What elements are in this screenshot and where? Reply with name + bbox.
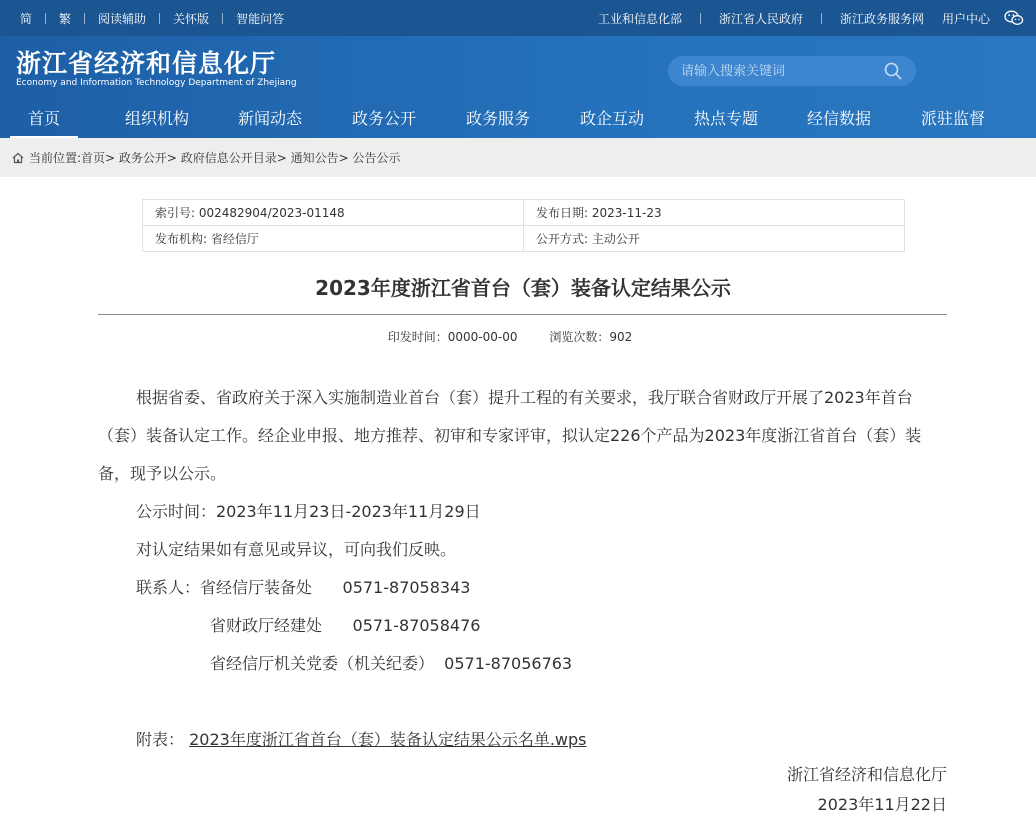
- wechat-icon[interactable]: [1004, 10, 1024, 26]
- search-input[interactable]: [668, 56, 916, 86]
- nav-topics[interactable]: 热点专题: [693, 109, 758, 128]
- miit-link[interactable]: 工业和信息化部: [597, 11, 682, 26]
- view-count: 浏览次数：902: [549, 330, 633, 344]
- top-bar: [0, 0, 1036, 36]
- nav-data[interactable]: 经信数据: [806, 109, 871, 128]
- index-number: 索引号: 002482904/2023-01148: [143, 200, 524, 226]
- divider: [700, 13, 701, 24]
- article-meta-table: [142, 199, 905, 252]
- attachment-label: 附表：: [136, 730, 185, 749]
- spacer: [98, 683, 947, 721]
- divider: [84, 13, 85, 24]
- zj-service-link[interactable]: 浙江政务服务网: [839, 11, 924, 26]
- nav-interaction[interactable]: 政企互动: [579, 109, 644, 128]
- issue-time: 印发时间：0000-00-00: [387, 330, 518, 344]
- zj-gov-link[interactable]: 浙江省人民政府: [718, 11, 803, 26]
- nav-organization[interactable]: 组织机构: [124, 109, 189, 128]
- divider: [159, 13, 160, 24]
- nav-gov-affairs[interactable]: 政务公开: [351, 109, 416, 128]
- user-center-link[interactable]: 用户中心: [941, 11, 990, 26]
- feedback-note: 对认定结果如有意见或异议，可向我们反映。: [136, 540, 457, 559]
- traditional-link[interactable]: 繁: [59, 11, 72, 26]
- site-title[interactable]: 浙江省经济和信息化厅: [16, 49, 277, 78]
- attachment-row: [98, 721, 947, 759]
- publish-date: 发布日期: 2023-11-23: [524, 200, 905, 226]
- title-divider: [98, 314, 947, 315]
- breadcrumb: [0, 138, 1036, 177]
- search-icon[interactable]: [884, 62, 902, 80]
- divider: [45, 13, 46, 24]
- nav-services[interactable]: 政务服务: [465, 109, 530, 128]
- accessibility-link[interactable]: 阅读辅助: [98, 11, 147, 26]
- divider: [222, 13, 223, 24]
- site-title-en: Economy and Information Technology Department of Zhejiang: [16, 78, 297, 88]
- notice-period: 公示时间：2023年11月23日-2023年11月29日: [136, 502, 481, 521]
- disclosure-method: 公开方式: 主动公开: [524, 226, 905, 252]
- article-title: 2023年度浙江省首台（套）装备认定结果公示: [315, 276, 731, 300]
- simplified-link[interactable]: 简: [20, 11, 33, 26]
- main-nav: [0, 102, 1036, 138]
- top-bar-left: [20, 0, 297, 36]
- attachment-link[interactable]: 2023年度浙江省首台（套）装备认定结果公示名单.wps: [189, 730, 587, 749]
- nav-supervision[interactable]: 派驻监督: [920, 109, 985, 128]
- care-version-link[interactable]: 关怀版: [173, 11, 210, 26]
- nav-news[interactable]: 新闻动态: [237, 109, 302, 128]
- body-paragraph: 根据省委、省政府关于深入实施制造业首台（套）提升工程的有关要求，我厅联合省财政厅开展了2023年首台（套）装备认定工作。经企业申报、地方推荐、初审和专家评审，拟认定226个产品为2023年度浙江省首台（套）装备，现予以公示。: [98, 388, 922, 483]
- signing-organization: 浙江省经济和信息化厅: [786, 765, 947, 784]
- contact-line-3: 省经信厅机关党委（机关纪委） 0571-87056763: [210, 654, 573, 673]
- contact-line-2: 省财政厅经建处 0571-87058476: [210, 616, 481, 635]
- article-body: [98, 379, 947, 759]
- smart-qa-link[interactable]: 智能问答: [236, 11, 285, 26]
- top-bar-right: [580, 0, 1024, 36]
- article-info: [0, 328, 1020, 345]
- divider: [821, 13, 822, 24]
- nav-home[interactable]: 首页: [10, 102, 78, 138]
- signing-date: 2023年11月22日: [817, 795, 947, 814]
- publisher: 发布机构: 省经信厅: [143, 226, 524, 252]
- breadcrumb-text[interactable]: 当前位置:首页> 政务公开> 政府信息公开目录> 通知公告> 公告公示: [29, 151, 401, 165]
- signature: [787, 760, 947, 820]
- home-icon: [12, 152, 24, 164]
- contact-line-1: 联系人：省经信厅装备处 0571-87058343: [136, 578, 471, 597]
- site-header: [0, 36, 1036, 138]
